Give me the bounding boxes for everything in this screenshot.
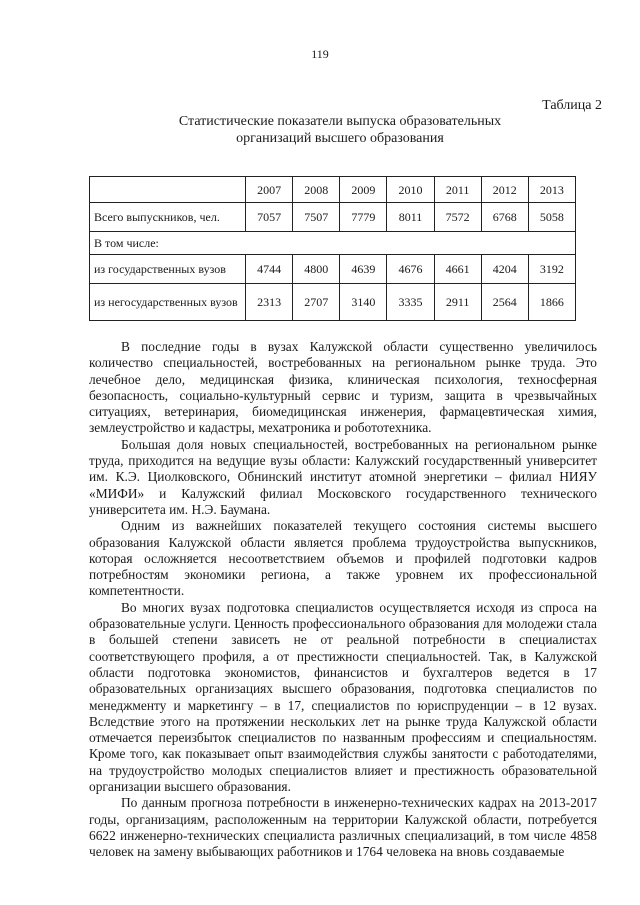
table-cell: 4800: [293, 255, 340, 284]
table-row: [90, 255, 576, 284]
table-header-row: [90, 177, 576, 203]
table-row: [90, 284, 576, 321]
header-cell-year: 2012: [481, 177, 528, 203]
table-title: Статистические показатели выпуска образовательных организаций высшего образования: [178, 114, 502, 146]
table-cell: 3335: [387, 284, 434, 321]
paragraph: В последние годы в вузах Калужской области существенно увеличилось количество специальностей, востребованных на региональном рынке труда. Это лечебное дело, медицинская физика, клиническая психология, техносферная безопасность, социально-культурный сервис и туризм, защита в чрезвычайных ситуациях, ветеринария, биомедицинская инженерия, фармацевтическая химия, землеустройство и кадастры, мехатроника и робототехника.: [89, 339, 597, 436]
table-row: [90, 203, 576, 232]
table-cell: 2564: [481, 284, 528, 321]
paragraph: Одним из важнейших показателей текущего состояния системы высшего образования Калужской области является проблема трудоустройства выпускников, которая осложняется несоответствием объемов и профилей подготовки кадров потребностям экономики региона, а также уровнем их профессиональной компетентности.: [89, 518, 597, 599]
statistics-table: [89, 176, 576, 321]
table-cell: 1866: [528, 284, 575, 321]
table-label: Таблица 2: [542, 98, 602, 113]
table-cell: 7057: [246, 203, 293, 232]
header-cell-year: 2013: [528, 177, 575, 203]
paragraph: Во многих вузах подготовка специалистов осуществляется исходя из спроса на образовательные услуги. Ценность профессионального образования для молодежи стала в большей степени зависеть не от реальной потребности в специалистах соответствующего профиля, а от престижности специальностей. Так, в Калужской области подготовка экономистов, финансистов и бухгалтеров ведется в 17 образовательных организациях высшего образования, подготовка специалистов по менеджменту и маркетингу – в 17, специалистов по юриспруденции – в 12 вузах. Вследствие этого на протяжении нескольких лет на рынке труда Калужской области отмечается переизбыток специалистов по названным профессиям и специальностям. Кроме того, как показывает опыт взаимодействия службы занятости с работодателями, на трудоустройство молодых специалистов влияет и престижность образовательной организации высшего образования.: [89, 599, 597, 795]
header-cell-year: 2009: [340, 177, 387, 203]
table-cell: 8011: [387, 203, 434, 232]
table-cell: 7779: [340, 203, 387, 232]
row-label: из негосударственных вузов: [90, 284, 246, 321]
table-cell: 4661: [434, 255, 481, 284]
table-cell: 4676: [387, 255, 434, 284]
table-cell: 4744: [246, 255, 293, 284]
body-text: [89, 339, 597, 861]
table-cell: 3192: [528, 255, 575, 284]
header-cell-empty: [90, 177, 246, 203]
table-cell: 2911: [434, 284, 481, 321]
table-row: [90, 232, 576, 255]
table-cell: 7572: [434, 203, 481, 232]
header-cell-year: 2007: [246, 177, 293, 203]
table-cell: 2707: [293, 284, 340, 321]
paragraph: По данным прогноза потребности в инженерно-технических кадрах на 2013-2017 годы, организациям, расположенным на территории Калужской области, потребуется 6622 инженерно-технических специалиста различных специализаций, в том числе 4858 человек на замену выбывающих работников и 1764 человека на вновь создаваемые: [89, 795, 597, 860]
header-cell-year: 2011: [434, 177, 481, 203]
table-cell: 3140: [340, 284, 387, 321]
table-cell: 6768: [481, 203, 528, 232]
table-cell: 4639: [340, 255, 387, 284]
table-cell: 4204: [481, 255, 528, 284]
page-number: 119: [311, 47, 329, 61]
header-cell-year: 2008: [293, 177, 340, 203]
row-label: Всего выпускников, чел.: [90, 203, 246, 232]
table-cell: 7507: [293, 203, 340, 232]
table-cell: 2313: [246, 284, 293, 321]
header-cell-year: 2010: [387, 177, 434, 203]
row-label: В том числе:: [90, 232, 576, 255]
paragraph: Большая доля новых специальностей, востребованных на региональном рынке труда, приходится на ведущие вузы области: Калужский государственный университет им. К.Э. Циолковского, Обнинский институт атомной энергетики – филиал НИЯУ «МИФИ» и Калужский филиал Московского государственного технического университета им. Н.Э. Баумана.: [89, 436, 597, 517]
table-cell: 5058: [528, 203, 575, 232]
row-label: из государственных вузов: [90, 255, 246, 284]
